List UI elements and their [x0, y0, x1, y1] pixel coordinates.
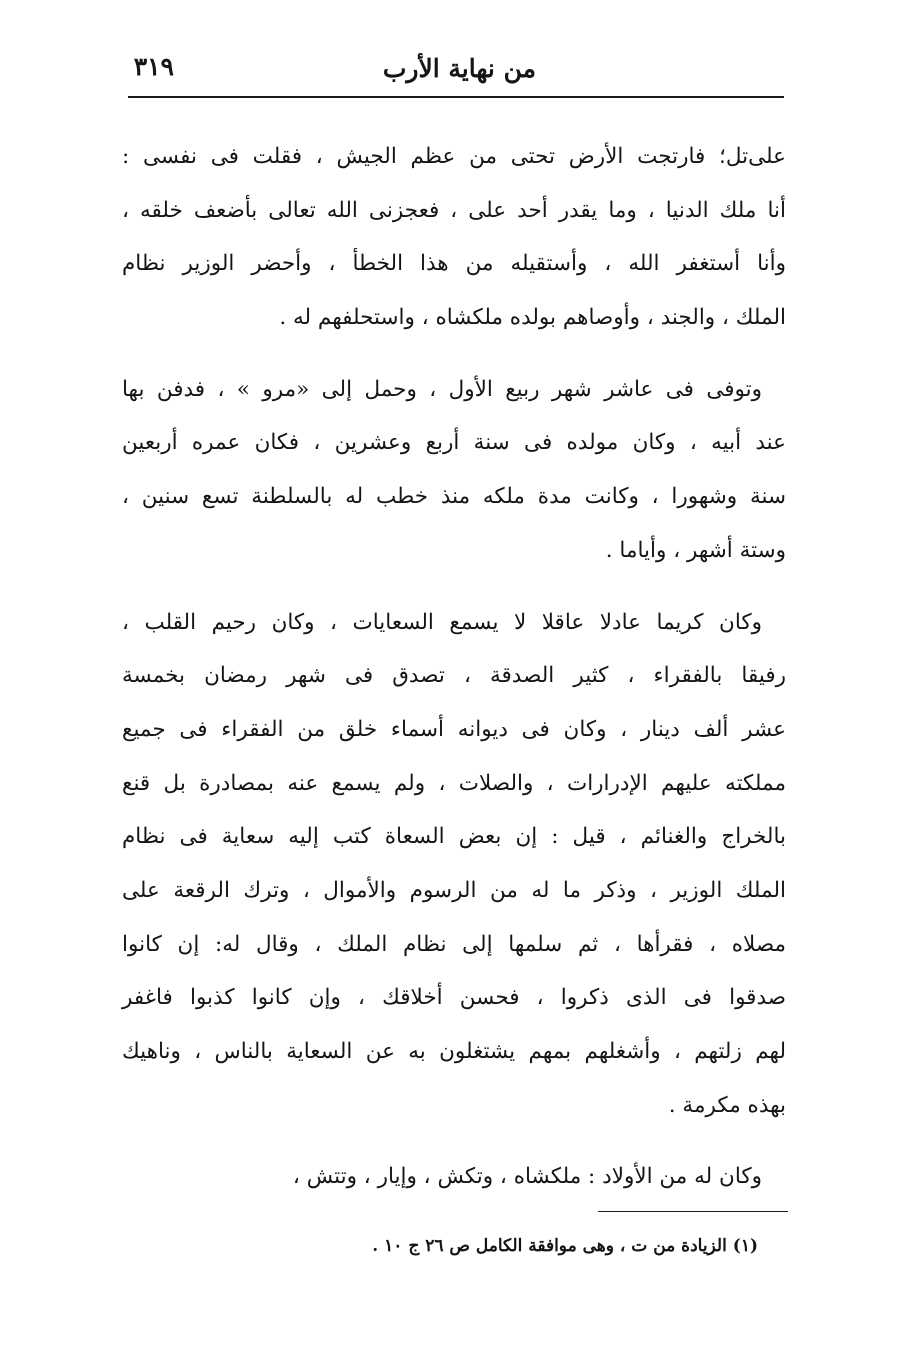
page-number: ٣١٩ — [133, 52, 174, 81]
text-line: بهذه مكرمة . — [668, 1092, 786, 1118]
text-line: مصلاه ، فقرأها ، ثم سلمها إلى نظام الملك ، وقال له: إن كانوا — [122, 931, 786, 957]
footnote: (١) الزيادة من ت ، وهى موافقة الكامل ص ٢٦ ج ١٠ . — [372, 1236, 758, 1256]
text-line: وكان كريما عادلا عاقلا لا يسمع السعايات ، وكان رحيم القلب ، — [122, 609, 762, 635]
running-header — [128, 52, 786, 92]
text-line: لهم زلتهم ، وأشغلهم بمهم يشتغلون به عن السعاية بالناس ، وناهيك — [122, 1039, 786, 1064]
text-line: سنة وشهورا ، وكانت مدة ملكه منذ خطب له بالسلطنة تسع سنين ، — [122, 484, 786, 510]
text-line: أنا ملك الدنيا ، وما يقدر أحد على ، فعجزنى الله تعالى بأضعف خلقه ، — [122, 197, 786, 223]
footnote-rule — [598, 1211, 788, 1212]
text-line: على‌تل؛ فارتجت الأرض تحتى من عظم الجيش ، فقلت فى نفسى : — [122, 144, 786, 169]
text-line: الملك ، والجند ، وأوصاهم بولده ملكشاه ، واستحلفهم له . — [279, 305, 786, 331]
paragraph-3 — [122, 596, 786, 1133]
header-rule — [128, 96, 784, 98]
body-text — [122, 130, 786, 1204]
text-line: صدقوا فى الذى ذكروا ، فحسن أخلاقك ، وإن كانوا كذبوا فاغفر — [122, 985, 786, 1011]
paragraph-2 — [122, 363, 786, 578]
paragraph-gap — [122, 578, 786, 596]
text-line: رفيقا بالفقراء ، كثير الصدقة ، تصدق فى شهر رمضان بخمسة — [122, 663, 786, 689]
text-line: وكان له من الأولاد : ملكشاه ، وتكش ، وإيار ، وتتش ، — [292, 1164, 762, 1190]
text-line: وستة أشهر ، وأياما . — [605, 537, 786, 563]
paragraph-1 — [122, 130, 786, 345]
text-line: الملك الوزير ، وذكر ما له من الرسوم والأموال ، وترك الرقعة على — [122, 877, 786, 903]
text-line: وأنا أستغفر الله ، وأستقيله من هذا الخطأ ، وأحضر الوزير نظام — [122, 251, 786, 277]
text-line: وتوفى فى عاشر شهر ربيع الأول ، وحمل إلى «مرو » ، فدفن بها — [122, 376, 762, 402]
paragraph-gap — [122, 1132, 786, 1150]
paragraph-4 — [122, 1150, 786, 1204]
running-title: من نهاية الأرب — [382, 54, 536, 83]
text-line: مملكته عليهم الإدرارات ، والصلات ، ولم يسمع عنه بمصادرة بل قنع — [122, 770, 786, 796]
text-line: عشر ألف دينار ، وكان فى ديوانه أسماء خلق من الفقراء فى جميع — [122, 716, 786, 742]
text-line: بالخراج والغنائم ، قيل : إن بعض السعاة كتب إليه سعاية فى نظام — [122, 824, 786, 850]
paragraph-gap — [122, 345, 786, 363]
text-line: عند أبيه ، وكان مولده فى سنة أربع وعشرين ، فكان عمره أربعين — [122, 430, 786, 456]
